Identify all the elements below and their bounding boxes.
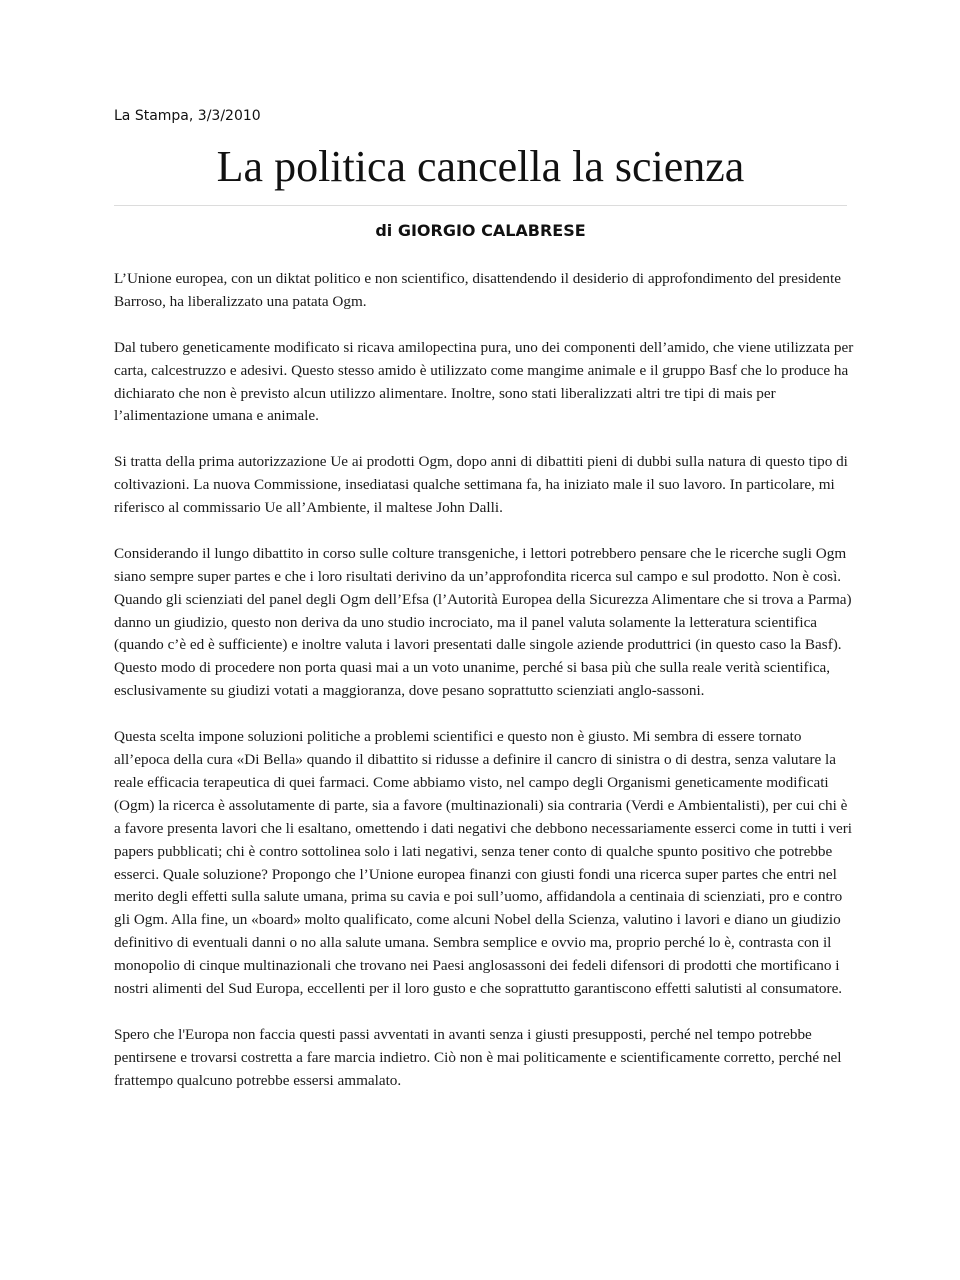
article-byline: di GIORGIO CALABRESE [375,221,586,240]
article-paragraph: Considerando il lungo dibattito in corso sulle colture transgeniche, i lettori potrebbero pensare che le ricerche sugli Ogm siano sempre super partes e che i loro risultati derivino da un’approfondita ricerca sul campo e sul prodotto. Non è così. Quando gli scienziati del panel degli Ogm dell’Efsa (l’Autorità Europea della Sicurezza Alimentare che si trova a Parma) danno un giudizio, questo non deriva da uno studio incrociato, ma il panel valuta solamente la letteratura scientifica (quando c’è ed è sufficiente) e inoltre valuta i lavori presentati dalle singole aziende produttrici (in questo caso la Basf). Questo modo di procedere non porta quasi mai a un voto unanime, perché si basa più che sulla reale verità scientifica, esclusivamente su giudizi votati a maggioranza, dove pesano soprattutto scienziati anglo-sassoni. [114,544,852,700]
article-source: La Stampa, 3/3/2010 [114,108,261,124]
title-divider [114,205,847,206]
article-paragraph: Dal tubero geneticamente modificato si ricava amilopectina pura, uno dei componenti dell’amido, che viene utilizzata per carta, calcestruzzo e adesivi. Questo stesso amido è utilizzato come mangime animale e il gruppo Basf che lo produce ha dichiarato che non è previsto alcun utilizzo alimentare. Inoltre, sono stati liberalizzati altri tre tipi di mais per l’alimentazione umana e animale. [114,338,854,425]
article-title: La politica cancella la scienza [216,142,745,191]
article-paragraph: L’Unione europea, con un diktat politico e non scientifico, disattendendo il desiderio di approfondimento del presidente Barroso, ha liberalizzato una patata Ogm. [114,270,841,310]
article-paragraph: Spero che l'Europa non faccia questi passi avventati in avanti senza i giusti presupposti, perché nel tempo potrebbe pentirsene e trovarsi costretta a fare marcia indietro. Ciò non è mai politicamente e scientificamente corretto, perché nel frattempo qualcuno potrebbe essersi ammalato. [114,1025,842,1089]
article-body [114,268,854,1115]
article-paragraph: Questa scelta impone soluzioni politiche a problemi scientifici e questo non è giusto. Mi sembra di essere tornato all’epoca della cura «Di Bella» quando il dibattito si ridusse a definire il cancro di sinistra o di destra, senza valutare la reale efficacia terapeutica di quei farmaci. Come abbiamo visto, nel campo degli Organismi geneticamente modificati (Ogm) la ricerca è assolutamente di parte, sia a favore (multinazionali) sia contraria (Verdi e Ambientalisti), per cui chi è a favore presenta lavori che li esaltano, omettendo i dati negativi che debbono necessariamente esserci come in tutti i veri papers pubblicati; chi è contro sottolinea solo i lati negativi, senza tener conto di qualche spunto positivo che potrebbe esserci. Quale soluzione? Propongo che l’Unione europea finanzi con giusti fondi una ricerca super partes che entri nel merito degli effetti sulla salute umana, prima su cavia e poi sull’uomo, affidandola a centinaia di scienziati, pro e contro gli Ogm. Alla fine, un «board» molto qualificato, come alcuni Nobel della Scienza, valutino i lavori e diano un giudizio definitivo di eventuali danni o no alla salute umana. Sembra semplice e ovvio ma, proprio perché lo è, contrasta con il monopolio di cinque multinazionali che trovano nei Paesi anglosassoni dei fedeli difensori di prodotti che mortificano i nostri alimenti del Sud Europa, eccellenti per il loro gusto e che soprattutto garantiscono effetti salutisti al consumatore. [114,728,852,998]
article-paragraph: Si tratta della prima autorizzazione Ue ai prodotti Ogm, dopo anni di dibattiti pieni di dubbi sulla natura di questo tipo di coltivazioni. La nuova Commissione, insediatasi qualche settimana fa, ha iniziato male il suo lavoro. In particolare, mi riferisco al commissario Ue all’Ambiente, il maltese John Dalli. [114,453,848,517]
